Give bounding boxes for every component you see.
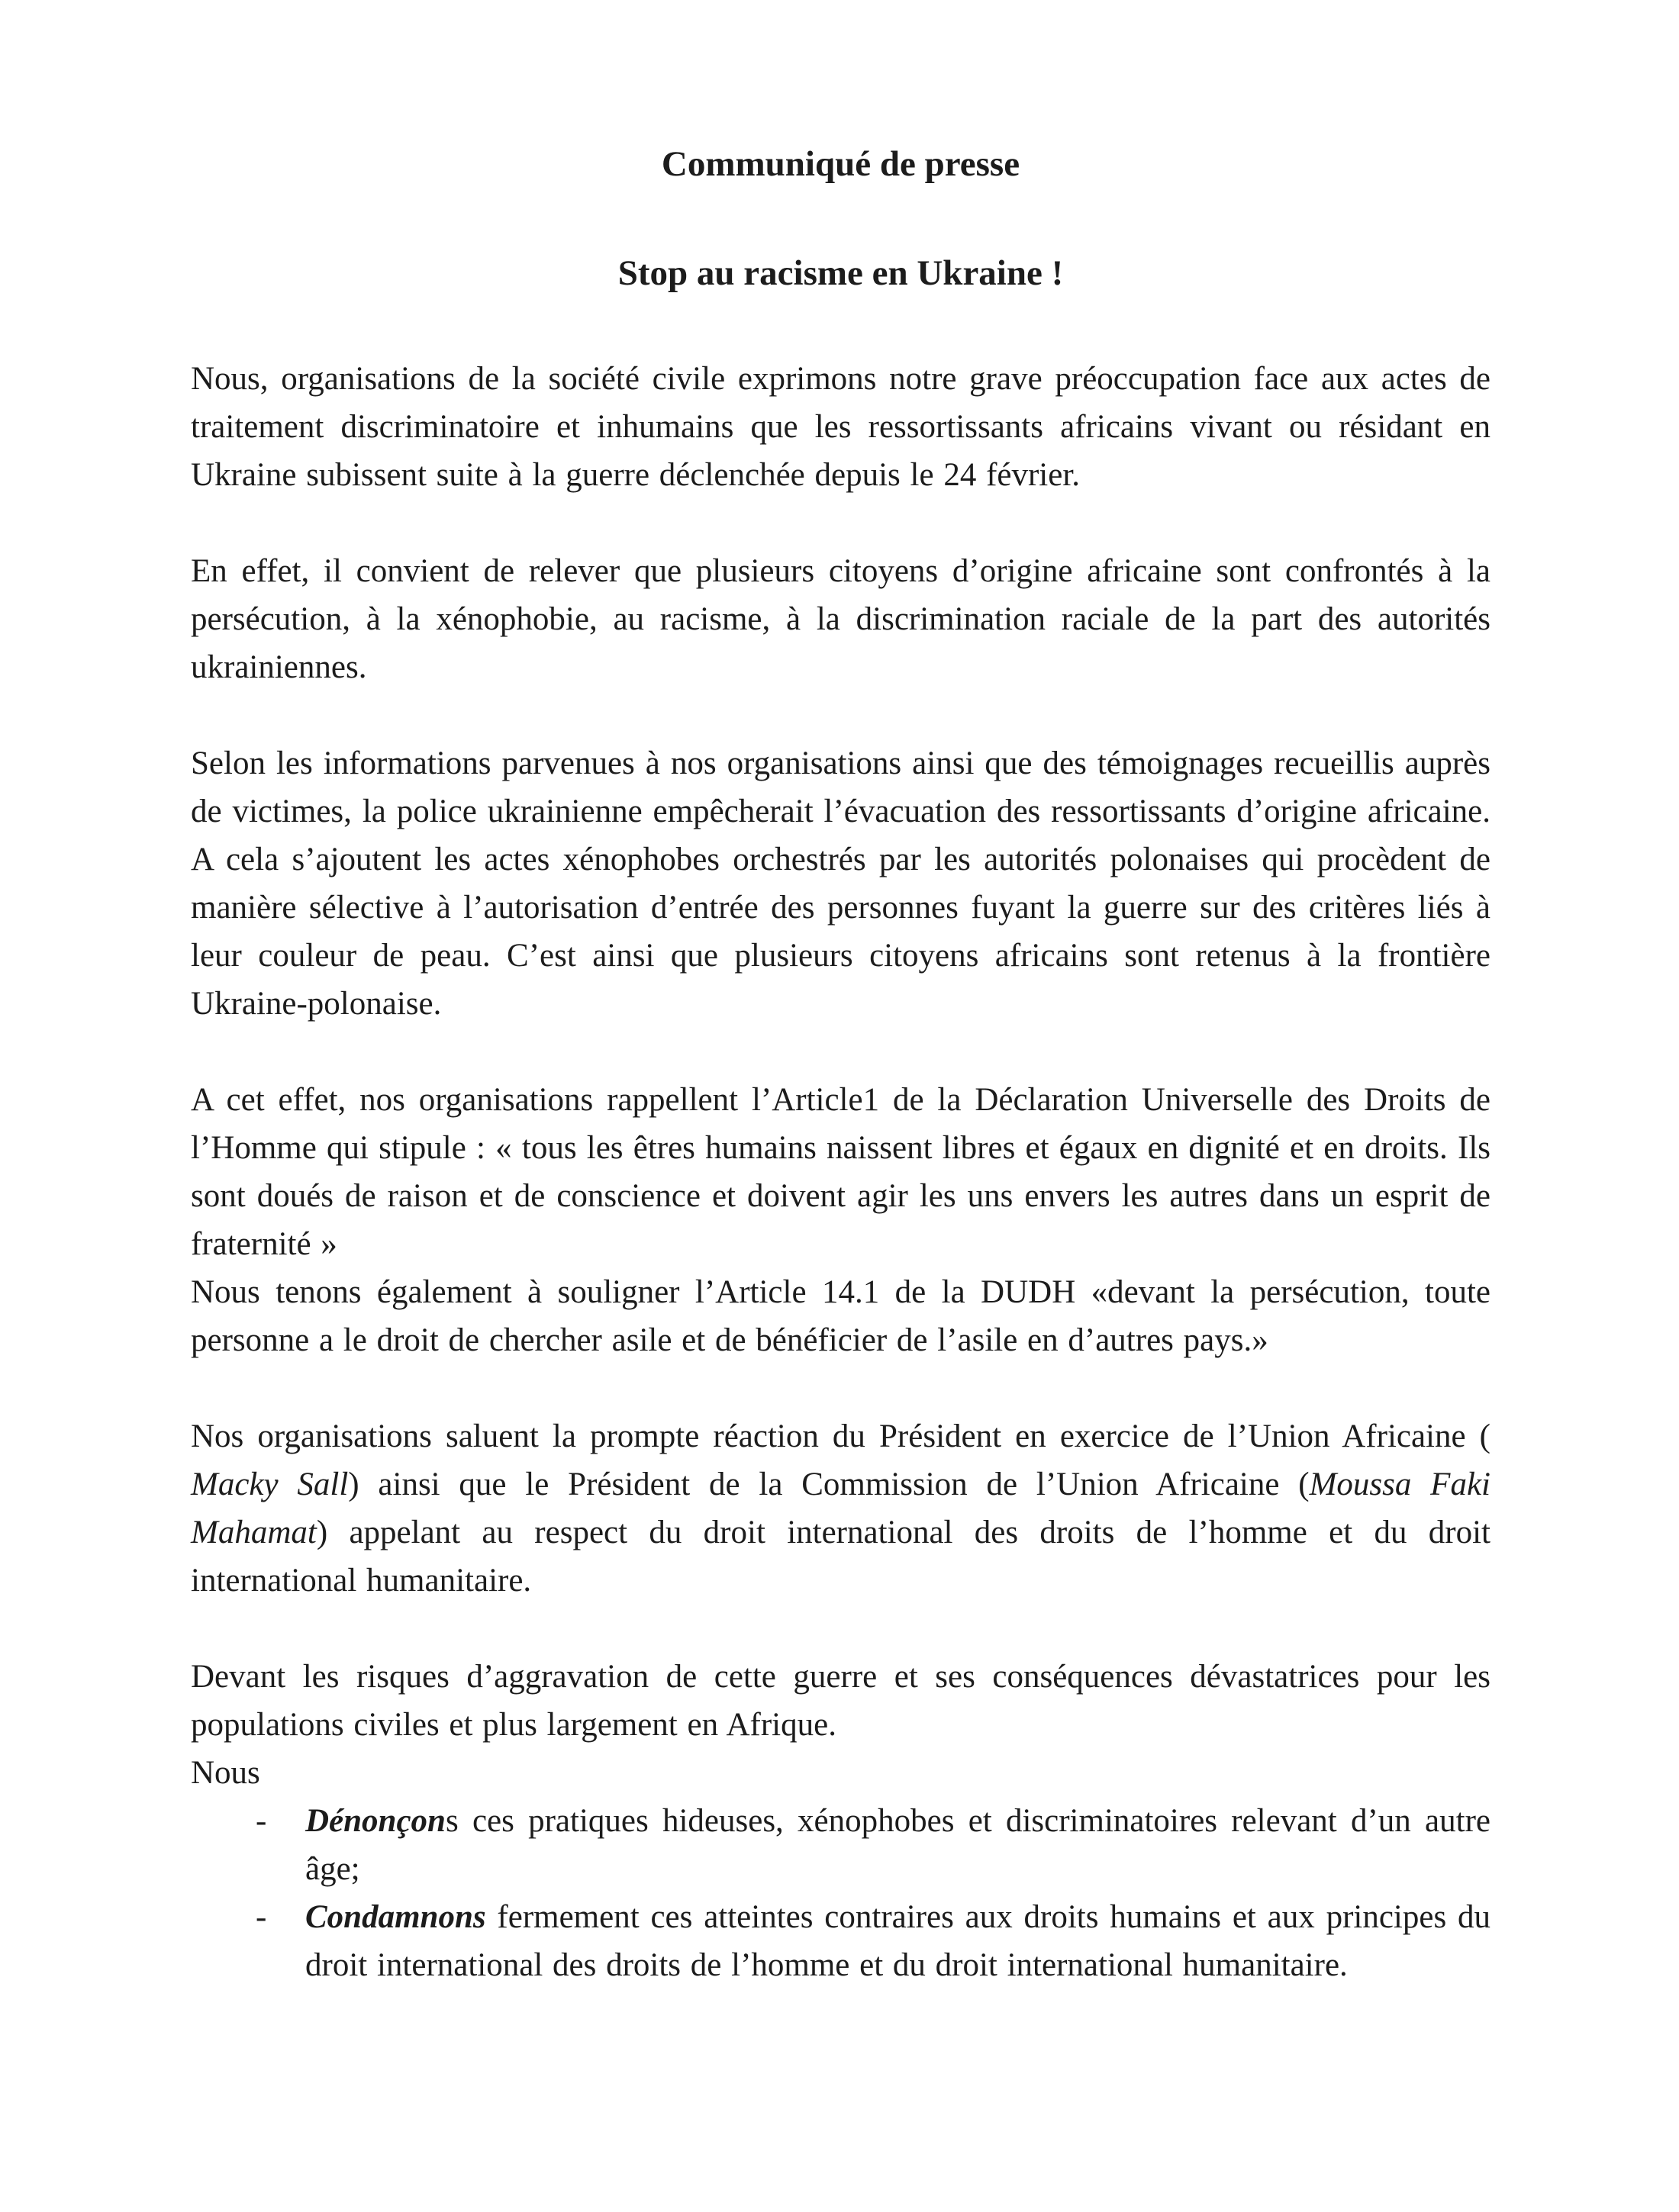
paragraph-preoccupation: Nous, organisations de la société civile exprimons notre grave préoccupation face aux actes de traitement discriminatoire et inhumains que les ressortissants africains vivant ou résidant en Ukraine subissent suite à la guerre déclenchée depuis le 24 février. <box>191 361 1490 493</box>
paragraph-temoignages: Selon les informations parvenues à nos organisations ainsi que des témoignages recueillis auprès de victimes, la police ukrainienne empêcherait l’évacuation des ressortissants d’origine africaine. A cela s’ajoutent les actes xénophobes orchestrés par les autorités polonaises qui procèdent de manière sélective à l’autorisation d’entrée des personnes fuyant la guerre sur des critères liés à leur couleur de peau. C’est ainsi que plusieurs citoyens africains sont retenus à la frontière Ukraine-polonaise. <box>191 745 1490 1022</box>
document-title: Communiqué de presse <box>661 144 1020 184</box>
list-bullet-dash: - <box>256 1899 267 1935</box>
paragraph-article1-dudh: A cet effet, nos organisations rappellent l’Article1 de la Déclaration Universelle des Droits de l’Homme qui stipule : « tous les êtres humains naissent libres et égaux en dignité et en droits. Ils sont doués de raison et de conscience et doivent agir les uns envers les autres dans un esprit de fraternité » <box>191 1082 1490 1262</box>
list-item-denoncons <box>191 1797 1490 1893</box>
list-item-text: Dénonçons ces pratiques hideuses, xénophobes et discriminatoires relevant d’un autre âge; <box>305 1803 1490 1887</box>
paragraph-persecution: En effet, il convient de relever que plusieurs citoyens d’origine africaine sont confrontés à la persécution, à la xénophobie, au racisme, à la discrimination raciale de la part des autorités ukrainiennes. <box>191 553 1490 685</box>
list-item-text: Condamnons fermement ces atteintes contraires aux droits humains et aux principes du droit international des droits de l’homme et du droit international humanitaire. <box>305 1899 1490 1983</box>
document-subtitle: Stop au racisme en Ukraine ! <box>617 253 1064 293</box>
paragraph-article-14-1: Nous tenons également à souligner l’Article 14.1 de la DUDH «devant la persécution, toute personne a le droit de chercher asile et de bénéficier de l’asile en d’autres pays.» <box>191 1274 1490 1358</box>
paragraph-risques-aggravation: Devant les risques d’aggravation de cette guerre et ses conséquences dévastatrices pour les populations civiles et plus largement en Afrique. <box>191 1659 1490 1743</box>
paragraph-union-africaine: Nos organisations saluent la prompte réaction du Président en exercice de l’Union Africaine ( Macky Sall) ainsi que le Président de la Commission de l’Union Africaine (Moussa Faki Mahamat) appelant au respect du droit international des droits de l’homme et du droit international humanitaire. <box>191 1418 1490 1599</box>
demands-list <box>191 1797 1490 1989</box>
list-item-condamnons <box>191 1893 1490 1989</box>
paragraph-nous: Nous <box>191 1755 260 1791</box>
list-bullet-dash: - <box>256 1803 267 1839</box>
